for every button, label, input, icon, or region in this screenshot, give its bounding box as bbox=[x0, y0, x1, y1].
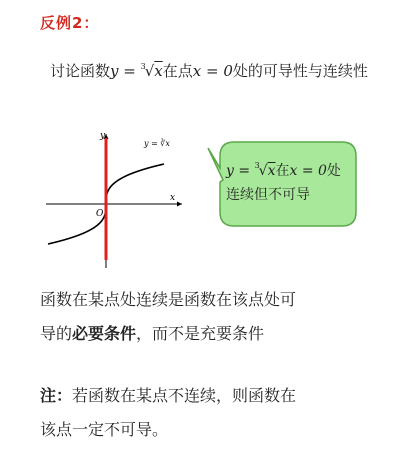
conclusion-line-2 bbox=[40, 317, 380, 351]
problem-text-before: 讨论函数 bbox=[50, 62, 111, 80]
cube-root-expression bbox=[141, 62, 163, 80]
note-line-2: 该点一定不可导。 bbox=[40, 420, 169, 439]
callout-point: x = 0 bbox=[289, 163, 327, 179]
x-axis-arrow bbox=[177, 202, 182, 207]
necessary-condition-emphasis: 必要条件 bbox=[72, 324, 137, 343]
callout-radical-sign: √ bbox=[258, 163, 268, 179]
callout-radical-index: 3 bbox=[254, 161, 260, 170]
origin-label: O bbox=[96, 209, 104, 219]
problem-text-after: 处的可导性与连续性 bbox=[232, 62, 368, 80]
y-axis-label: y bbox=[100, 131, 106, 141]
radical-index: 3 bbox=[140, 62, 146, 71]
callout-eq: = bbox=[233, 163, 255, 179]
problem-point: x = 0 bbox=[192, 62, 233, 80]
note-paragraph bbox=[40, 379, 380, 447]
conclusion-suffix: ，而不是充要条件 bbox=[136, 324, 265, 343]
conclusion-line-1: 函数在某点处连续是函数在该点处可 bbox=[40, 290, 297, 309]
radical-argument: x bbox=[154, 62, 163, 80]
x-axis-label: x bbox=[170, 193, 176, 203]
callout-radical-argument: x bbox=[267, 163, 276, 179]
callout-end: 处 bbox=[326, 163, 341, 179]
note-label: 注： bbox=[40, 386, 73, 405]
problem-eq: = bbox=[118, 62, 141, 80]
note-line-1 bbox=[40, 379, 380, 413]
function-label: y = ∛x bbox=[144, 139, 170, 148]
conclusion-paragraph bbox=[40, 283, 380, 351]
callout-line-1 bbox=[226, 160, 352, 184]
example-heading: 反例2： bbox=[40, 14, 100, 32]
cube-root-graph bbox=[40, 128, 190, 273]
conclusion-prefix: 导的 bbox=[40, 324, 73, 343]
callout-func-lhs: y bbox=[226, 163, 234, 179]
problem-text-mid: 在点 bbox=[162, 62, 193, 80]
callout-line-2: 连续但不可导 bbox=[226, 187, 310, 203]
problem-statement bbox=[50, 60, 368, 81]
callout-mid: 在 bbox=[275, 163, 290, 179]
callout-cube-root bbox=[255, 160, 276, 184]
callout-text bbox=[226, 160, 352, 206]
note-text-1: 若函数在某点不连续，则函数在 bbox=[72, 386, 297, 405]
radical-sign: √ bbox=[144, 62, 155, 80]
problem-func-lhs: y bbox=[110, 62, 119, 80]
